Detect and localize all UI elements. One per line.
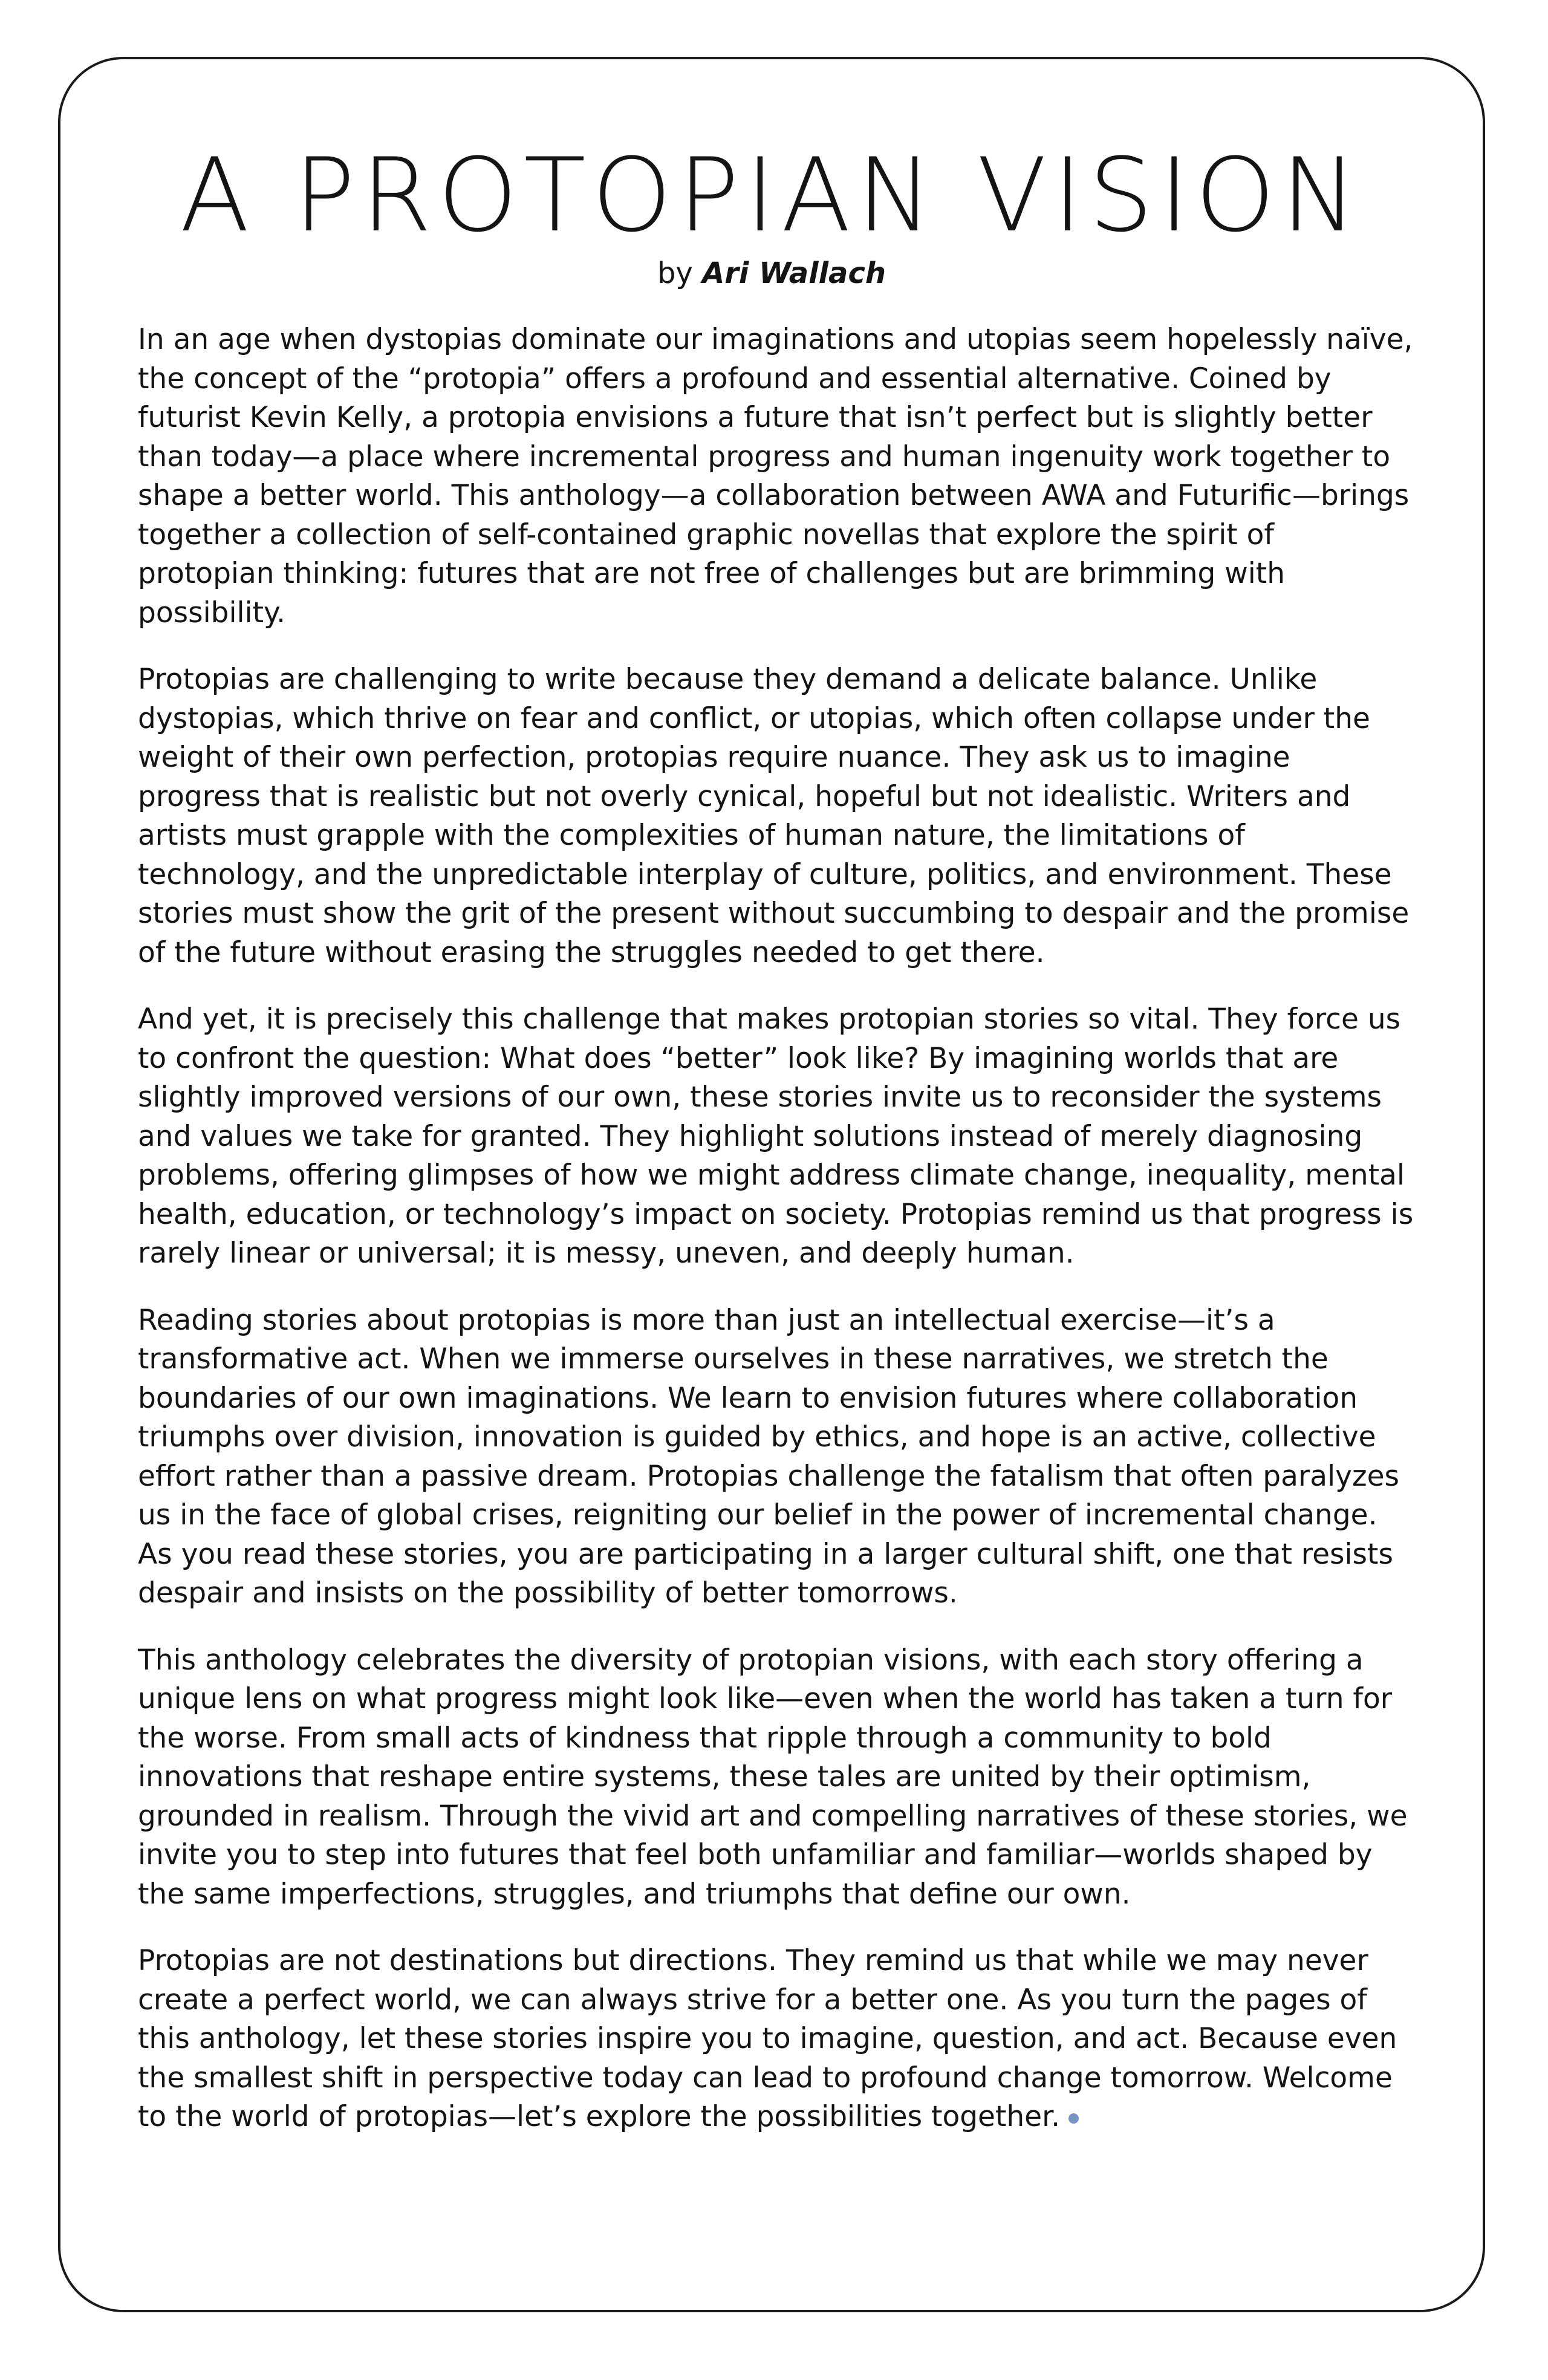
byline-prefix: by <box>657 256 693 290</box>
paragraph-2: Protopias are challenging to write because they demand a delicate balance. Unlike dystopias, which thrive on fear and conflict, or utopias, which often collapse under the weight of their own perfection, protopias require nuance. They ask us to imagine progress that is realistic but not overly cynical, hopeful but not idealistic. Writers and artists must grapple with the complexities of human nature, the limitations of technology, and the unpredictable interplay of culture, politics, and environment. These stories must show the grit of the present without succumbing to despair and the promise of the future without erasing the struggles needed to get there. <box>138 663 1410 969</box>
paragraph-4: Reading stories about protopias is more than just an intellectual exercise—it’s a transformative act. When we immerse ourselves in these narratives, we stretch the boundaries of our own imaginations. We learn to envision futures where collaboration triumphs over division, innovation is guided by ethics, and hope is an active, collective effort rather than a passive dream. Protopias challenge the fatalism that often paralyzes us in the face of global crises, reigniting our belief in the power of incremental change. As you read these stories, you are participating in a larger cultural shift, one that resists despair and insists on the possibility of better tomorrows. <box>138 1303 1400 1610</box>
article-body <box>138 320 1414 2165</box>
end-mark-dot-icon <box>1068 2113 1079 2124</box>
page-title: A PROTOPIAN VISION <box>180 136 1364 255</box>
paragraph-3: And yet, it is precisely this challenge that makes protopian stories so vital. They force us to confront the question: What does “better” look like? By imagining worlds that are slightly improved versions of our own, these stories invite us to reconsider the systems and values we take for granted. They highlight solutions instead of merely diagnosing problems, offering glimpses of how we might address climate change, inequality, mental health, education, or technology’s impact on society. Protopias remind us that progress is rarely linear or universal; it is messy, uneven, and deeply human. <box>138 1003 1414 1270</box>
paragraph-1: In an age when dystopias dominate our imaginations and utopias seem hopelessly naïve, the concept of the “protopia” offers a profound and essential alternative. Coined by futurist Kevin Kelly, a protopia envisions a future that isn’t perfect but is slightly better than today—a place where incremental progress and human ingenuity work together to shape a better world. This anthology—a collaboration between AWA and Futurific—brings together a collection of self-contained graphic novellas that explore the spirit of protopian thinking: futures that are not free of challenges but are brimming with possibility. <box>138 323 1413 629</box>
paragraph-6 <box>138 1942 1414 2137</box>
byline-author: Ari Wallach <box>702 256 886 290</box>
paragraph-6-text: Protopias are not destinations but directions. They remind us that while we may never create a perfect world, we can always strive for a better one. As you turn the pages of this anthology, let these stories inspire you to imagine, question, and act. Because even the smallest shift in perspective today can lead to profound change tomorrow. Welcome to the world of protopias—let’s explore the possibilities together. <box>138 1944 1397 2133</box>
paragraph-5: This anthology celebrates the diversity of protopian visions, with each story offering a unique lens on what progress might look like—even when the world has taken a turn for the worse. From small acts of kindness that ripple through a community to bold innovations that reshape entire systems, these tales are united by their optimism, grounded in realism. Through the vivid art and compelling narratives of these stories, we invite you to step into futures that feel both unfamiliar and familiar—worlds shaped by the same imperfections, struggles, and triumphs that define our own. <box>138 1643 1408 1911</box>
byline <box>58 255 1485 291</box>
